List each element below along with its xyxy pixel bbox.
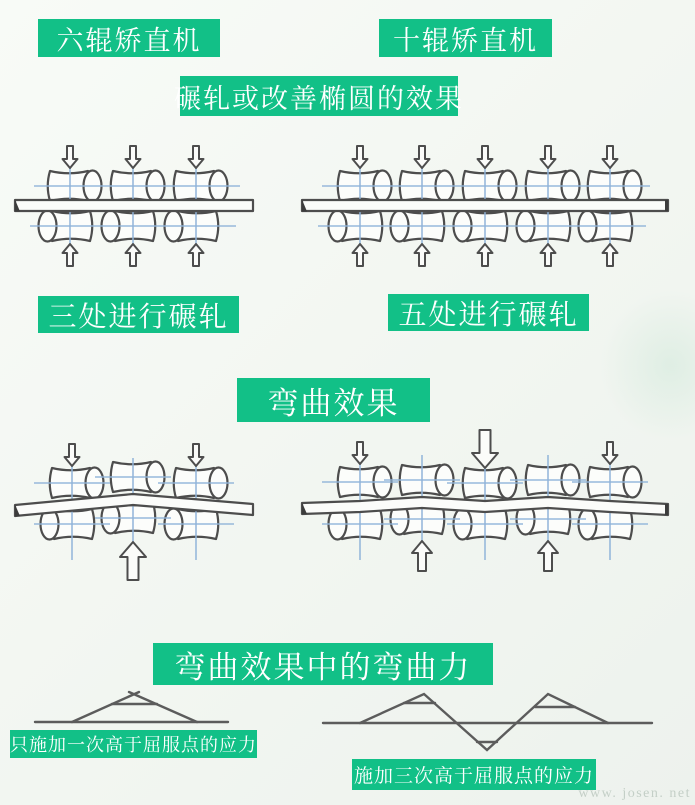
label-ten-roller-machine: 十辊矫直机 [379,19,552,57]
six-roller-bending-diagram [15,444,253,580]
bar-end-cap [665,200,668,211]
up-arrow-icon [63,244,78,266]
up-arrow-icon [541,244,556,266]
down-arrow-icon [541,146,556,168]
ten-roller-bending-diagram [302,430,668,571]
down-arrow-icon [353,146,368,168]
stress-triangle-side [72,692,139,722]
label-six-roller-machine: 六辊矫直机 [38,19,220,57]
down-arrow-icon [603,146,618,168]
ten-roller-rolling-diagram [302,146,668,266]
label-rolling-effect: 碾轧或改善椭圆的效果 [180,76,458,116]
up-arrow-icon [120,542,146,580]
down-arrow-icon [126,146,141,168]
up-arrow-icon [189,244,204,266]
down-arrow-icon [478,146,493,168]
six-roller-rolling-diagram [15,146,253,266]
single-bend-force-curve [35,692,228,722]
up-arrow-icon [412,541,432,571]
up-arrow-icon [353,244,368,266]
up-arrow-icon [538,541,558,571]
up-arrow-icon [126,244,141,266]
bar-end-cap [665,504,668,515]
down-arrow-icon [189,444,204,466]
triple-bend-force-curve [323,694,652,750]
workpiece-bar [15,200,253,211]
down-arrow-icon [472,430,498,468]
down-arrow-icon [415,146,430,168]
label-three-rolling-points: 三处进行碾轧 [38,296,239,333]
down-arrow-icon [63,146,78,168]
up-arrow-icon [478,244,493,266]
label-stress-once: 只施加一次高于屈服点的应力 [10,730,257,758]
up-arrow-icon [603,244,618,266]
label-bending-effect: 弯曲效果 [237,378,430,422]
down-arrow-icon [189,146,204,168]
up-arrow-icon [415,244,430,266]
label-bending-force-title: 弯曲效果中的弯曲力 [153,643,493,685]
label-five-rolling-points: 五处进行碾轧 [388,294,589,331]
stress-triangle-side [129,692,197,722]
down-arrow-icon [353,442,368,464]
label-stress-three-times: 施加三次高于屈服点的应力 [352,759,596,790]
workpiece-bar [302,200,668,211]
down-arrow-icon [603,442,618,464]
down-arrow-icon [65,444,80,466]
site-watermark: www. josen. net [578,786,691,801]
